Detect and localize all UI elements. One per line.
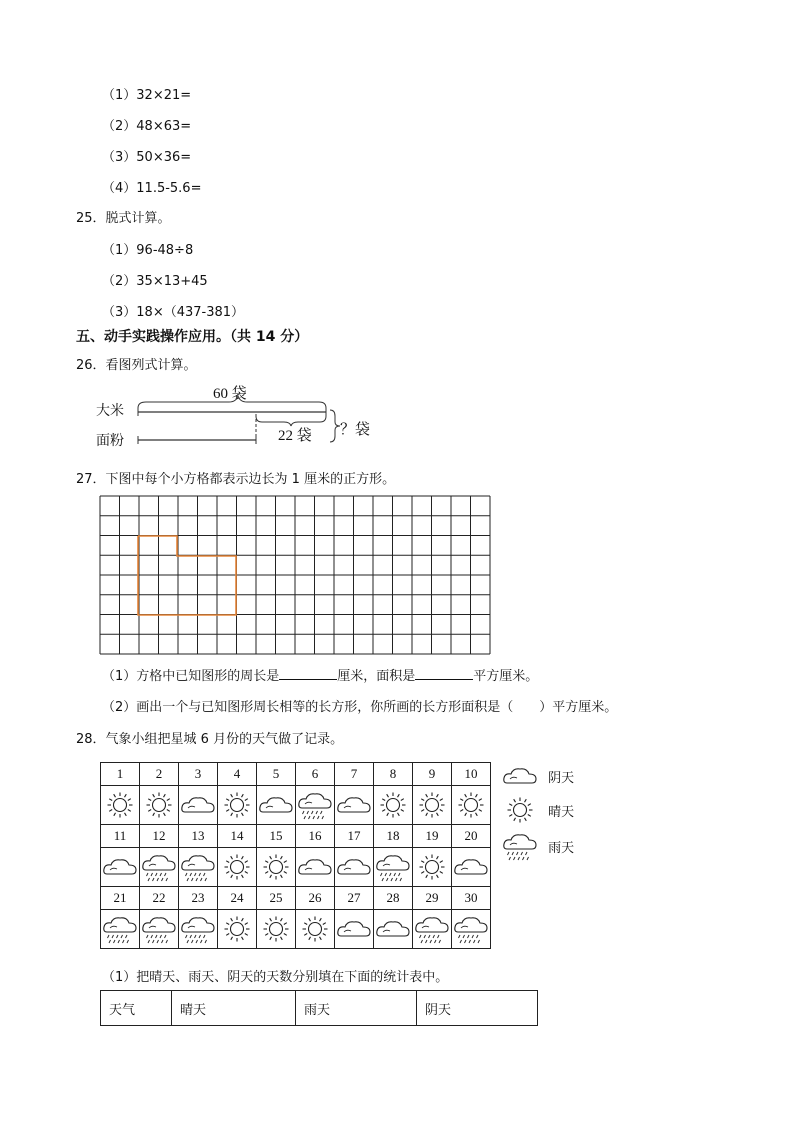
day-number-row	[101, 887, 491, 910]
q27-title: 27．下图中每个小方格都表示边长为 1 厘米的正方形。	[76, 472, 396, 487]
day-weather-cell	[296, 786, 335, 825]
sun-icon	[257, 850, 295, 884]
day-weather-cell	[413, 848, 452, 887]
day-number-row	[101, 763, 491, 786]
rain-icon	[140, 912, 178, 946]
day-number: 6	[296, 763, 335, 786]
day-weather-cell	[179, 848, 218, 887]
day-weather-cell	[257, 848, 296, 887]
legend-rain	[500, 830, 574, 862]
q24-item-2: （2）48×63=	[102, 119, 192, 134]
day-weather-cell	[452, 910, 491, 949]
day-weather-cell	[374, 910, 413, 949]
day-number-row	[101, 825, 491, 848]
sun-icon	[296, 912, 334, 946]
day-weather-cell	[140, 910, 179, 949]
q24-item-4: （4）11.5-5.6=	[102, 181, 202, 196]
cloud-icon	[335, 788, 373, 822]
label-22: 22 袋	[278, 428, 312, 444]
rain-icon	[179, 850, 217, 884]
sun-icon	[218, 788, 256, 822]
legend-sun	[504, 796, 574, 824]
weather-icon-row	[101, 786, 491, 825]
day-weather-cell	[335, 910, 374, 949]
section-heading: 五、动手实践操作应用。（共 14 分）	[76, 329, 309, 345]
sun-icon	[218, 850, 256, 884]
day-weather-cell	[140, 848, 179, 887]
day-number: 5	[257, 763, 296, 786]
day-number: 11	[101, 825, 140, 848]
q27-part1	[102, 665, 538, 684]
bar-diagram-lines	[94, 380, 394, 452]
cloud-icon	[374, 912, 412, 946]
q24-item-1: （1）32×21=	[102, 88, 192, 103]
cloud-icon	[335, 850, 373, 884]
day-number: 24	[218, 887, 257, 910]
day-number: 17	[335, 825, 374, 848]
stat-header-weather: 天气	[101, 991, 172, 1026]
rain-icon	[500, 830, 540, 862]
q25-item-3: （3）18×（437-381）	[102, 305, 245, 320]
label-60: 60 袋	[213, 386, 247, 402]
day-weather-cell	[452, 848, 491, 887]
day-number: 9	[413, 763, 452, 786]
day-weather-cell	[179, 786, 218, 825]
day-number: 23	[179, 887, 218, 910]
sun-icon	[452, 788, 490, 822]
day-number: 21	[101, 887, 140, 910]
day-number: 16	[296, 825, 335, 848]
day-number: 26	[296, 887, 335, 910]
day-weather-cell	[101, 910, 140, 949]
stat-header-sunny[interactable]: 晴天	[172, 991, 296, 1026]
weather-icon-row	[101, 848, 491, 887]
cloud-icon	[500, 762, 540, 790]
day-number: 25	[257, 887, 296, 910]
part1-text-a: （1）方格中已知图形的周长是	[102, 669, 280, 684]
legend-label: 雨天	[548, 840, 575, 856]
day-weather-cell	[179, 910, 218, 949]
day-number: 3	[179, 763, 218, 786]
square-grid	[99, 495, 491, 655]
day-weather-cell	[218, 786, 257, 825]
q25-title: 25．脱式计算。	[76, 211, 171, 226]
day-weather-cell	[257, 910, 296, 949]
day-number: 28	[374, 887, 413, 910]
day-number: 2	[140, 763, 179, 786]
cloud-icon	[257, 788, 295, 822]
part1-text-b: 厘米，面积是	[337, 669, 416, 684]
day-weather-cell	[335, 848, 374, 887]
rice-label: 大米	[96, 403, 124, 419]
sun-icon	[140, 788, 178, 822]
q27-part2: （2）画出一个与已知图形周长相等的长方形，你所画的长方形面积是（ ）平方厘米。	[102, 700, 618, 715]
day-number: 29	[413, 887, 452, 910]
legend-label: 阴天	[548, 770, 575, 786]
area-blank[interactable]	[415, 667, 473, 680]
sun-icon	[504, 796, 536, 824]
day-number: 30	[452, 887, 491, 910]
day-weather-cell	[296, 910, 335, 949]
sun-icon	[413, 850, 451, 884]
cloud-icon	[101, 850, 139, 884]
stat-row	[101, 991, 538, 1026]
day-weather-cell	[257, 786, 296, 825]
cloud-icon	[452, 850, 490, 884]
q26-diagram	[94, 380, 394, 452]
rain-icon	[413, 912, 451, 946]
q25-item-2: （2）35×13+45	[102, 274, 208, 289]
stat-table	[100, 990, 538, 1026]
stat-header-rainy[interactable]: 雨天	[296, 991, 417, 1026]
day-number: 1	[101, 763, 140, 786]
day-number: 12	[140, 825, 179, 848]
day-number: 27	[335, 887, 374, 910]
part1-text-c: 平方厘米。	[473, 669, 539, 684]
day-number: 4	[218, 763, 257, 786]
day-number: 18	[374, 825, 413, 848]
q28-sub1: （1）把晴天、雨天、阴天的天数分别填在下面的统计表中。	[102, 970, 449, 985]
q25-item-1: （1）96-48÷8	[102, 243, 194, 258]
day-number: 7	[335, 763, 374, 786]
weather-icon-row	[101, 910, 491, 949]
q28-title: 28．气象小组把星城 6 月份的天气做了记录。	[76, 732, 344, 747]
stat-header-cloudy[interactable]: 阴天	[417, 991, 538, 1026]
day-weather-cell	[296, 848, 335, 887]
sun-icon	[101, 788, 139, 822]
day-number: 20	[452, 825, 491, 848]
day-weather-cell	[218, 910, 257, 949]
grid-lines	[100, 496, 490, 654]
day-weather-cell	[101, 848, 140, 887]
rain-icon	[452, 912, 490, 946]
legend-label: 晴天	[548, 804, 575, 820]
rain-icon	[101, 912, 139, 946]
weather-calendar	[100, 762, 491, 949]
day-weather-cell	[140, 786, 179, 825]
sun-icon	[374, 788, 412, 822]
cloud-icon	[335, 912, 373, 946]
day-number: 14	[218, 825, 257, 848]
rain-icon	[140, 850, 178, 884]
day-weather-cell	[335, 786, 374, 825]
q24-item-3: （3）50×36=	[102, 150, 192, 165]
day-number: 8	[374, 763, 413, 786]
day-number: 19	[413, 825, 452, 848]
day-weather-cell	[413, 786, 452, 825]
day-weather-cell	[101, 786, 140, 825]
legend-cloud	[500, 762, 574, 790]
day-number: 15	[257, 825, 296, 848]
day-weather-cell	[374, 848, 413, 887]
sun-icon	[218, 912, 256, 946]
sun-icon	[413, 788, 451, 822]
day-weather-cell	[218, 848, 257, 887]
rain-icon	[179, 912, 217, 946]
perimeter-blank[interactable]	[279, 667, 337, 680]
q26-title: 26．看图列式计算。	[76, 358, 197, 373]
day-number: 10	[452, 763, 491, 786]
rain-icon	[374, 850, 412, 884]
cloud-icon	[296, 850, 334, 884]
cloud-icon	[179, 788, 217, 822]
day-weather-cell	[413, 910, 452, 949]
sun-icon	[257, 912, 295, 946]
day-weather-cell	[452, 786, 491, 825]
rain-icon	[296, 788, 334, 822]
label-unknown: ？袋	[340, 422, 371, 438]
flour-label: 面粉	[96, 433, 124, 449]
day-number: 13	[179, 825, 218, 848]
day-number: 22	[140, 887, 179, 910]
day-weather-cell	[374, 786, 413, 825]
